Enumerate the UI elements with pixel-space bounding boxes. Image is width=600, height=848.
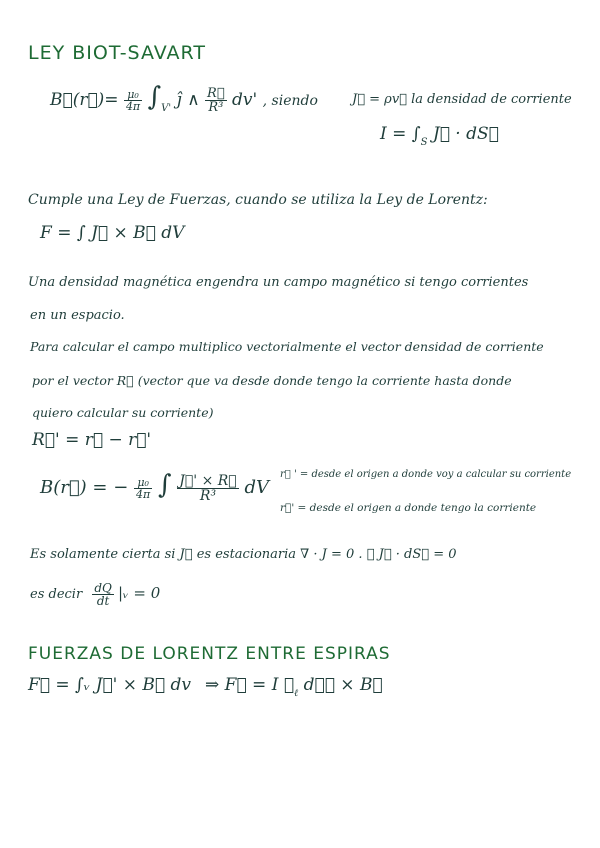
current-lhs: I = ∫ [380, 124, 421, 144]
section-title-lorentz: FUERZAS DE LORENTZ ENTRE ESPIRAS [28, 644, 391, 664]
es-decir-text: es decir [30, 587, 83, 602]
integral-domain: V' [161, 103, 172, 114]
current-definition [380, 126, 499, 148]
dq-tail: |ᵥ = 0 [117, 584, 161, 602]
formula-lhs: B⃗(r⃗)= [50, 90, 124, 110]
b-lhs: B(r⃗) = − [40, 477, 135, 498]
b-tail: dV [244, 477, 269, 498]
formula-fraction [205, 87, 227, 114]
dq-numerator: dQ [94, 581, 112, 595]
paragraph-1-line-1: Una densidad magnética engendra un campo magnético si tengo corrientes [28, 275, 529, 290]
b-fraction [177, 474, 238, 503]
r-vector-definition: R⃗' = r⃗ − r⃗' [32, 430, 152, 450]
note-r-observation: r⃗ ' = desde el origen a donde voy a calcular su corriente [280, 469, 572, 480]
lorentz-law-line: Cumple una Ley de Fuerzas, cuando se utiliza la Ley de Lorentz: [28, 192, 488, 208]
paragraph-1-line-2: en un espacio. [30, 308, 125, 323]
eq-right-lhs: ⇒ F⃗ = I ∮ [205, 675, 295, 695]
eq-right-sub: ℓ [294, 688, 299, 699]
paragraph-2-line-1: Para calcular el campo multiplico vectorialmente el vector densidad de corriente [30, 339, 544, 354]
formula-coefficient [124, 89, 142, 112]
density-definition: J⃗ = ρv⃗ la densidad de corriente [352, 92, 572, 107]
coef-denominator: 4π [125, 100, 141, 113]
force-equation: F = ∫ J⃗ × B⃗ dV [40, 223, 185, 243]
charge-conservation [30, 582, 160, 607]
dt-denominator: dt [96, 594, 110, 608]
eq-right-tail: dℓ⃗ × B⃗ [298, 675, 383, 695]
current-tail: J⃗ · dS⃗ [427, 124, 499, 144]
b-coefficient [134, 477, 152, 500]
b-frac-denominator: R³ [199, 487, 217, 504]
lorentz-equation-right [205, 677, 383, 699]
frac-denominator: R³ [208, 100, 224, 115]
biot-savart-formula [50, 84, 318, 114]
paragraph-2-line-2: por el vector R⃗ (vector que va desde donde tengo la corriente hasta donde [32, 373, 512, 388]
coef-numerator: μ₀ [124, 89, 142, 101]
b-coef-denominator: 4π [136, 487, 151, 501]
lorentz-equation-left: F⃗ = ∫ᵥ J⃗' × B⃗ dv [28, 675, 191, 695]
dq-dt-fraction [92, 582, 114, 607]
formula-tail: dv' [232, 90, 258, 110]
section-title-biot-savart: LEY BIOT-SAVART [28, 42, 206, 64]
paragraph-2-line-3: quiero calcular su corriente) [32, 405, 214, 420]
b-frac-numerator: J⃗' × R⃗ [179, 472, 237, 489]
b-integral-sign: ∫ [157, 470, 172, 500]
frac-numerator: R⃗ [207, 86, 225, 101]
b-field-formula [40, 472, 269, 503]
formula-body: ĵ ∧ [176, 90, 206, 110]
note-r-source: r⃗' = desde el origen a donde tengo la corriente [280, 502, 537, 514]
integral-sign: ∫ [147, 82, 162, 112]
b-coef-numerator: μ₀ [134, 477, 152, 489]
siendo-text: , siendo [262, 93, 318, 109]
current-domain: S [420, 137, 428, 148]
stationary-condition: Es solamente cierta si J⃗ es estacionaria ∇ · J = 0 . ∮ J⃗ · dS⃗ = 0 [30, 547, 457, 562]
